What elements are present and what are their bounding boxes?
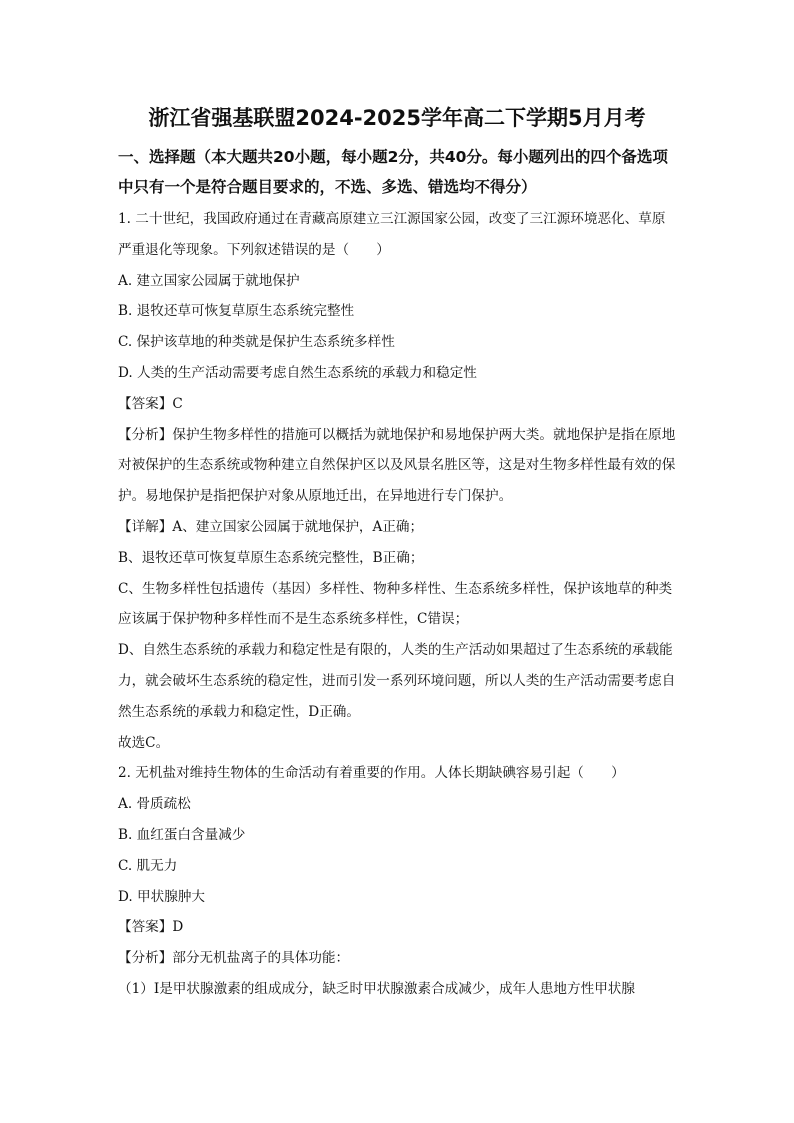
q2-option-c: C. 肌无力 xyxy=(118,857,178,874)
q1-option-a: A. 建立国家公园属于就地保护 xyxy=(118,272,300,289)
question-2-stem: 2. 无机盐对维持生物体的生命活动有着重要的作用。人体长期缺碘容易引起（ ） xyxy=(118,765,625,782)
q1-detail-c: C、生物多样性包括遗传（基因）多样性、物种多样性、生态系统多样性，保护该地草的种类应该属于保护物种多样性而不是生态系统多样性，C错误； xyxy=(118,580,673,628)
q1-detail-a: 【详解】A、建立国家公园属于就地保护，A正确； xyxy=(118,518,424,535)
document-body xyxy=(118,204,678,1005)
q1-option-d: D. 人类的生产活动需要考虑自然生态系统的承载力和稳定性 xyxy=(118,364,477,381)
q1-conclusion: 故选C。 xyxy=(118,734,170,751)
section-heading: 一、选择题（本大题共20小题，每小题2分，共40分。每小题列出的四个备选项中只有一个是符合题目要求的，不选、多选、错选均不得分） xyxy=(118,148,668,196)
question-1-stem: 1. 二十世纪，我国政府通过在青藏高原建立三江源国家公园，改变了三江源环境恶化、草原严重退化等现象。下列叙述错误的是（ ） xyxy=(118,211,666,258)
q1-option-c: C. 保护该草地的种类就是保护生态系统多样性 xyxy=(118,334,395,351)
q2-option-b: B. 血红蛋白含量减少 xyxy=(118,826,246,843)
q1-answer: 【答案】C xyxy=(118,395,183,412)
q2-analysis: 【分析】部分无机盐离子的具体功能： xyxy=(118,950,350,967)
q2-point-1: （1）I是甲状腺激素的组成成分，缺乏时甲状腺激素合成减少，成年人患地方性甲状腺 xyxy=(118,980,635,997)
q1-analysis: 【分析】保护生物多样性的措施可以概括为就地保护和易地保护两大类。就地保护是指在原地对被保护的生态系统或物种建立自然保护区以及风景名胜区等，这是对生物多样性最有效的保护。易地保护是指把保护对象从原地迁出，在异地进行专门保护。 xyxy=(118,426,676,505)
page-title: 浙江省强基联盟2024-2025学年高二下学期5月月考 xyxy=(148,106,646,130)
q2-option-d: D. 甲状腺肿大 xyxy=(118,888,206,905)
q2-option-a: A. 骨质疏松 xyxy=(118,796,191,813)
q2-answer: 【答案】D xyxy=(118,919,184,936)
q1-option-b: B. 退牧还草可恢复草原生态系统完整性 xyxy=(118,303,355,320)
q1-detail-d: D、自然生态系统的承载力和稳定性是有限的，人类的生产活动如果超过了生态系统的承载能力，就会破坏生态系统的稳定性，进而引发一系列环境问题，所以人类的生产活动需要考虑自然生态系统的承载力和稳定性，D正确。 xyxy=(118,642,676,720)
q1-detail-b: B、退牧还草可恢复草原生态系统完整性，B正确； xyxy=(118,549,424,566)
